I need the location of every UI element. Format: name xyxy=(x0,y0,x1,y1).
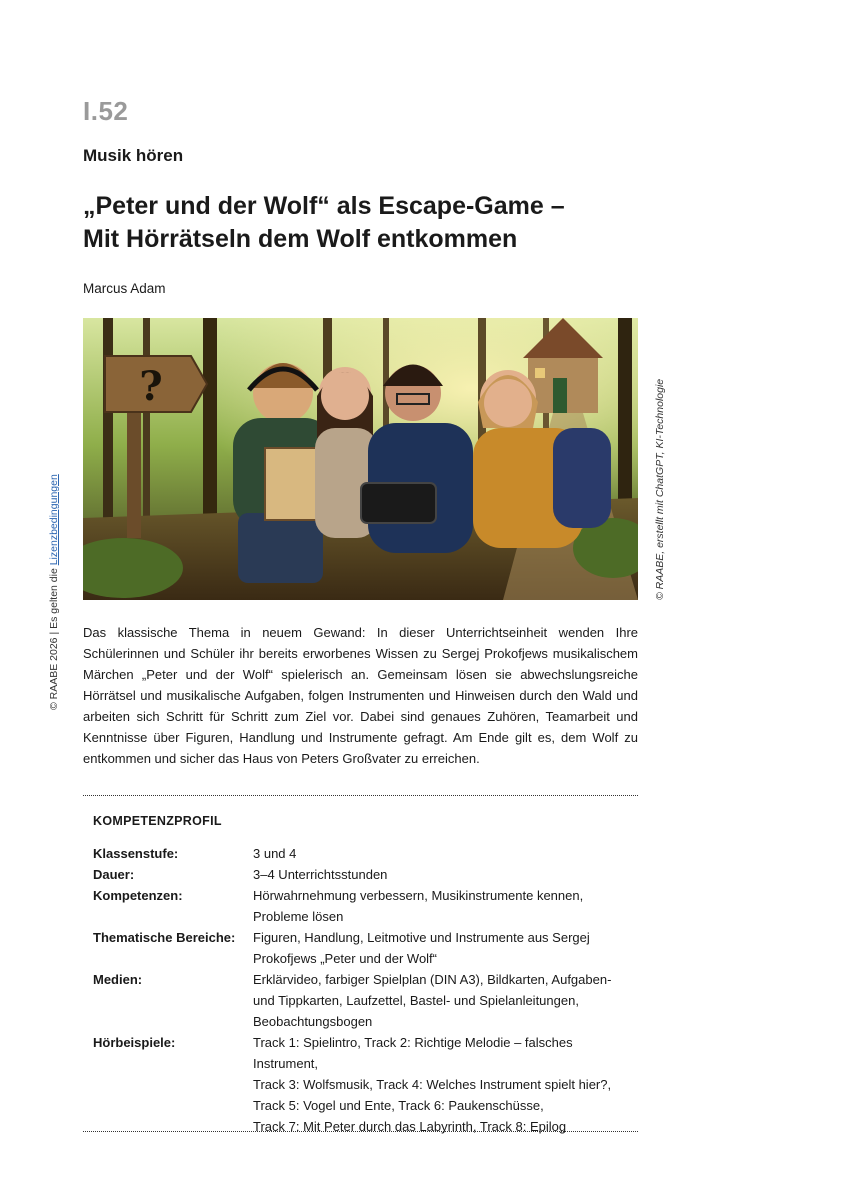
profile-label: Dauer: xyxy=(93,867,135,882)
profile-label: Thematische Bereiche: xyxy=(93,930,236,945)
license-notice xyxy=(48,474,60,710)
profile-row xyxy=(93,1032,638,1137)
author: Marcus Adam xyxy=(83,281,166,296)
profile-value xyxy=(253,969,638,1032)
profile-value xyxy=(253,843,638,864)
category-label: Musik hören xyxy=(83,146,184,165)
license-notice-text: © RAABE 2026 | Es gelten die xyxy=(48,565,60,710)
profile-row xyxy=(93,927,638,969)
profile-label: Kompetenzen: xyxy=(93,888,183,903)
profile-label: Klassenstufe: xyxy=(93,846,179,861)
title-line-2: Mit Hörrätseln dem Wolf entkommen xyxy=(83,225,518,253)
profile-value-line: Erklärvideo, farbiger Spielplan (DIN A3), Bildkarten, Aufgaben- xyxy=(253,972,612,987)
profile-value xyxy=(253,1032,638,1137)
profile-value-line: Prokofjews „Peter und der Wolf“ xyxy=(253,951,437,966)
profile-row xyxy=(93,885,638,927)
profile-value-line: 3 und 4 xyxy=(253,846,297,861)
profile-value-line: Track 3: Wolfsmusik, Track 4: Welches Instrument spielt hier?, xyxy=(253,1077,612,1092)
profile-value xyxy=(253,927,638,969)
profile-value xyxy=(253,864,638,885)
profile-value-line: Probleme lösen xyxy=(253,909,344,924)
profile-value-line: Beobachtungsbogen xyxy=(253,1014,373,1029)
forest-scene-illustration xyxy=(83,318,638,600)
question-mark-sign: ? xyxy=(139,363,163,410)
profile-value xyxy=(253,885,638,927)
profile-value-line: Hörwahrnehmung verbessern, Musikinstrumente kennen, xyxy=(253,888,584,903)
license-link[interactable]: Lizenzbedingungen xyxy=(48,474,60,566)
photo-credit: © RAABE, erstellt mit ChatGPT, KI-Technologie xyxy=(654,378,666,600)
profile-value-line: Figuren, Handlung, Leitmotive und Instrumente aus Sergej xyxy=(253,930,590,945)
profile-label: Medien: xyxy=(93,972,143,987)
profile-value-line: Track 1: Spielintro, Track 2: Richtige Melodie – falsches Instrument, xyxy=(253,1035,573,1071)
competence-profile-heading: KOMPETENZPROFIL xyxy=(93,814,222,828)
divider-top xyxy=(83,795,638,796)
profile-row xyxy=(93,969,638,1032)
profile-value-line: Track 5: Vogel und Ente, Track 6: Paukenschüsse, xyxy=(253,1098,544,1113)
cover-photo xyxy=(83,318,638,600)
profile-label: Hörbeispiele: xyxy=(93,1035,176,1050)
divider-bottom xyxy=(83,1131,638,1132)
profile-value-line: Track 7: Mit Peter durch das Labyrinth, Track 8: Epilog xyxy=(253,1119,567,1134)
page-title xyxy=(83,190,643,256)
profile-row xyxy=(93,864,638,885)
profile-value-line: 3–4 Unterrichtsstunden xyxy=(253,867,388,882)
title-line-1: „Peter und der Wolf“ als Escape-Game – xyxy=(83,192,565,220)
intro-paragraph: Das klassische Thema in neuem Gewand: In dieser Unterrichtseinheit wenden Ihre Schülerinnen und Schüler ihr bereits erworbenes Wissen zu Sergej Prokofjews musikalischem Märchen „Peter und der Wolf“ spielerisch an. Gemeinsam lösen sie abwechslungsreiche Hörrätsel und musikalische Aufgaben, folgen Instrumenten und Hinweisen durch den Wald und arbeiten sich Schritt für Schritt zum Ziel vor. Dabei sind genaues Zuhören, Teamarbeit und Kenntnisse über Figuren, Handlung und Instrumente gefragt. Am Ende gilt es, dem Wolf zu entkommen und sicher das Haus von Peters Großvater zu erreichen. xyxy=(83,625,638,766)
profile-row xyxy=(93,843,638,864)
unit-code: I.52 xyxy=(83,96,129,126)
competence-profile xyxy=(93,843,638,1137)
profile-value-line: und Tippkarten, Laufzettel, Bastel- und Spielanleitungen, xyxy=(253,993,579,1008)
